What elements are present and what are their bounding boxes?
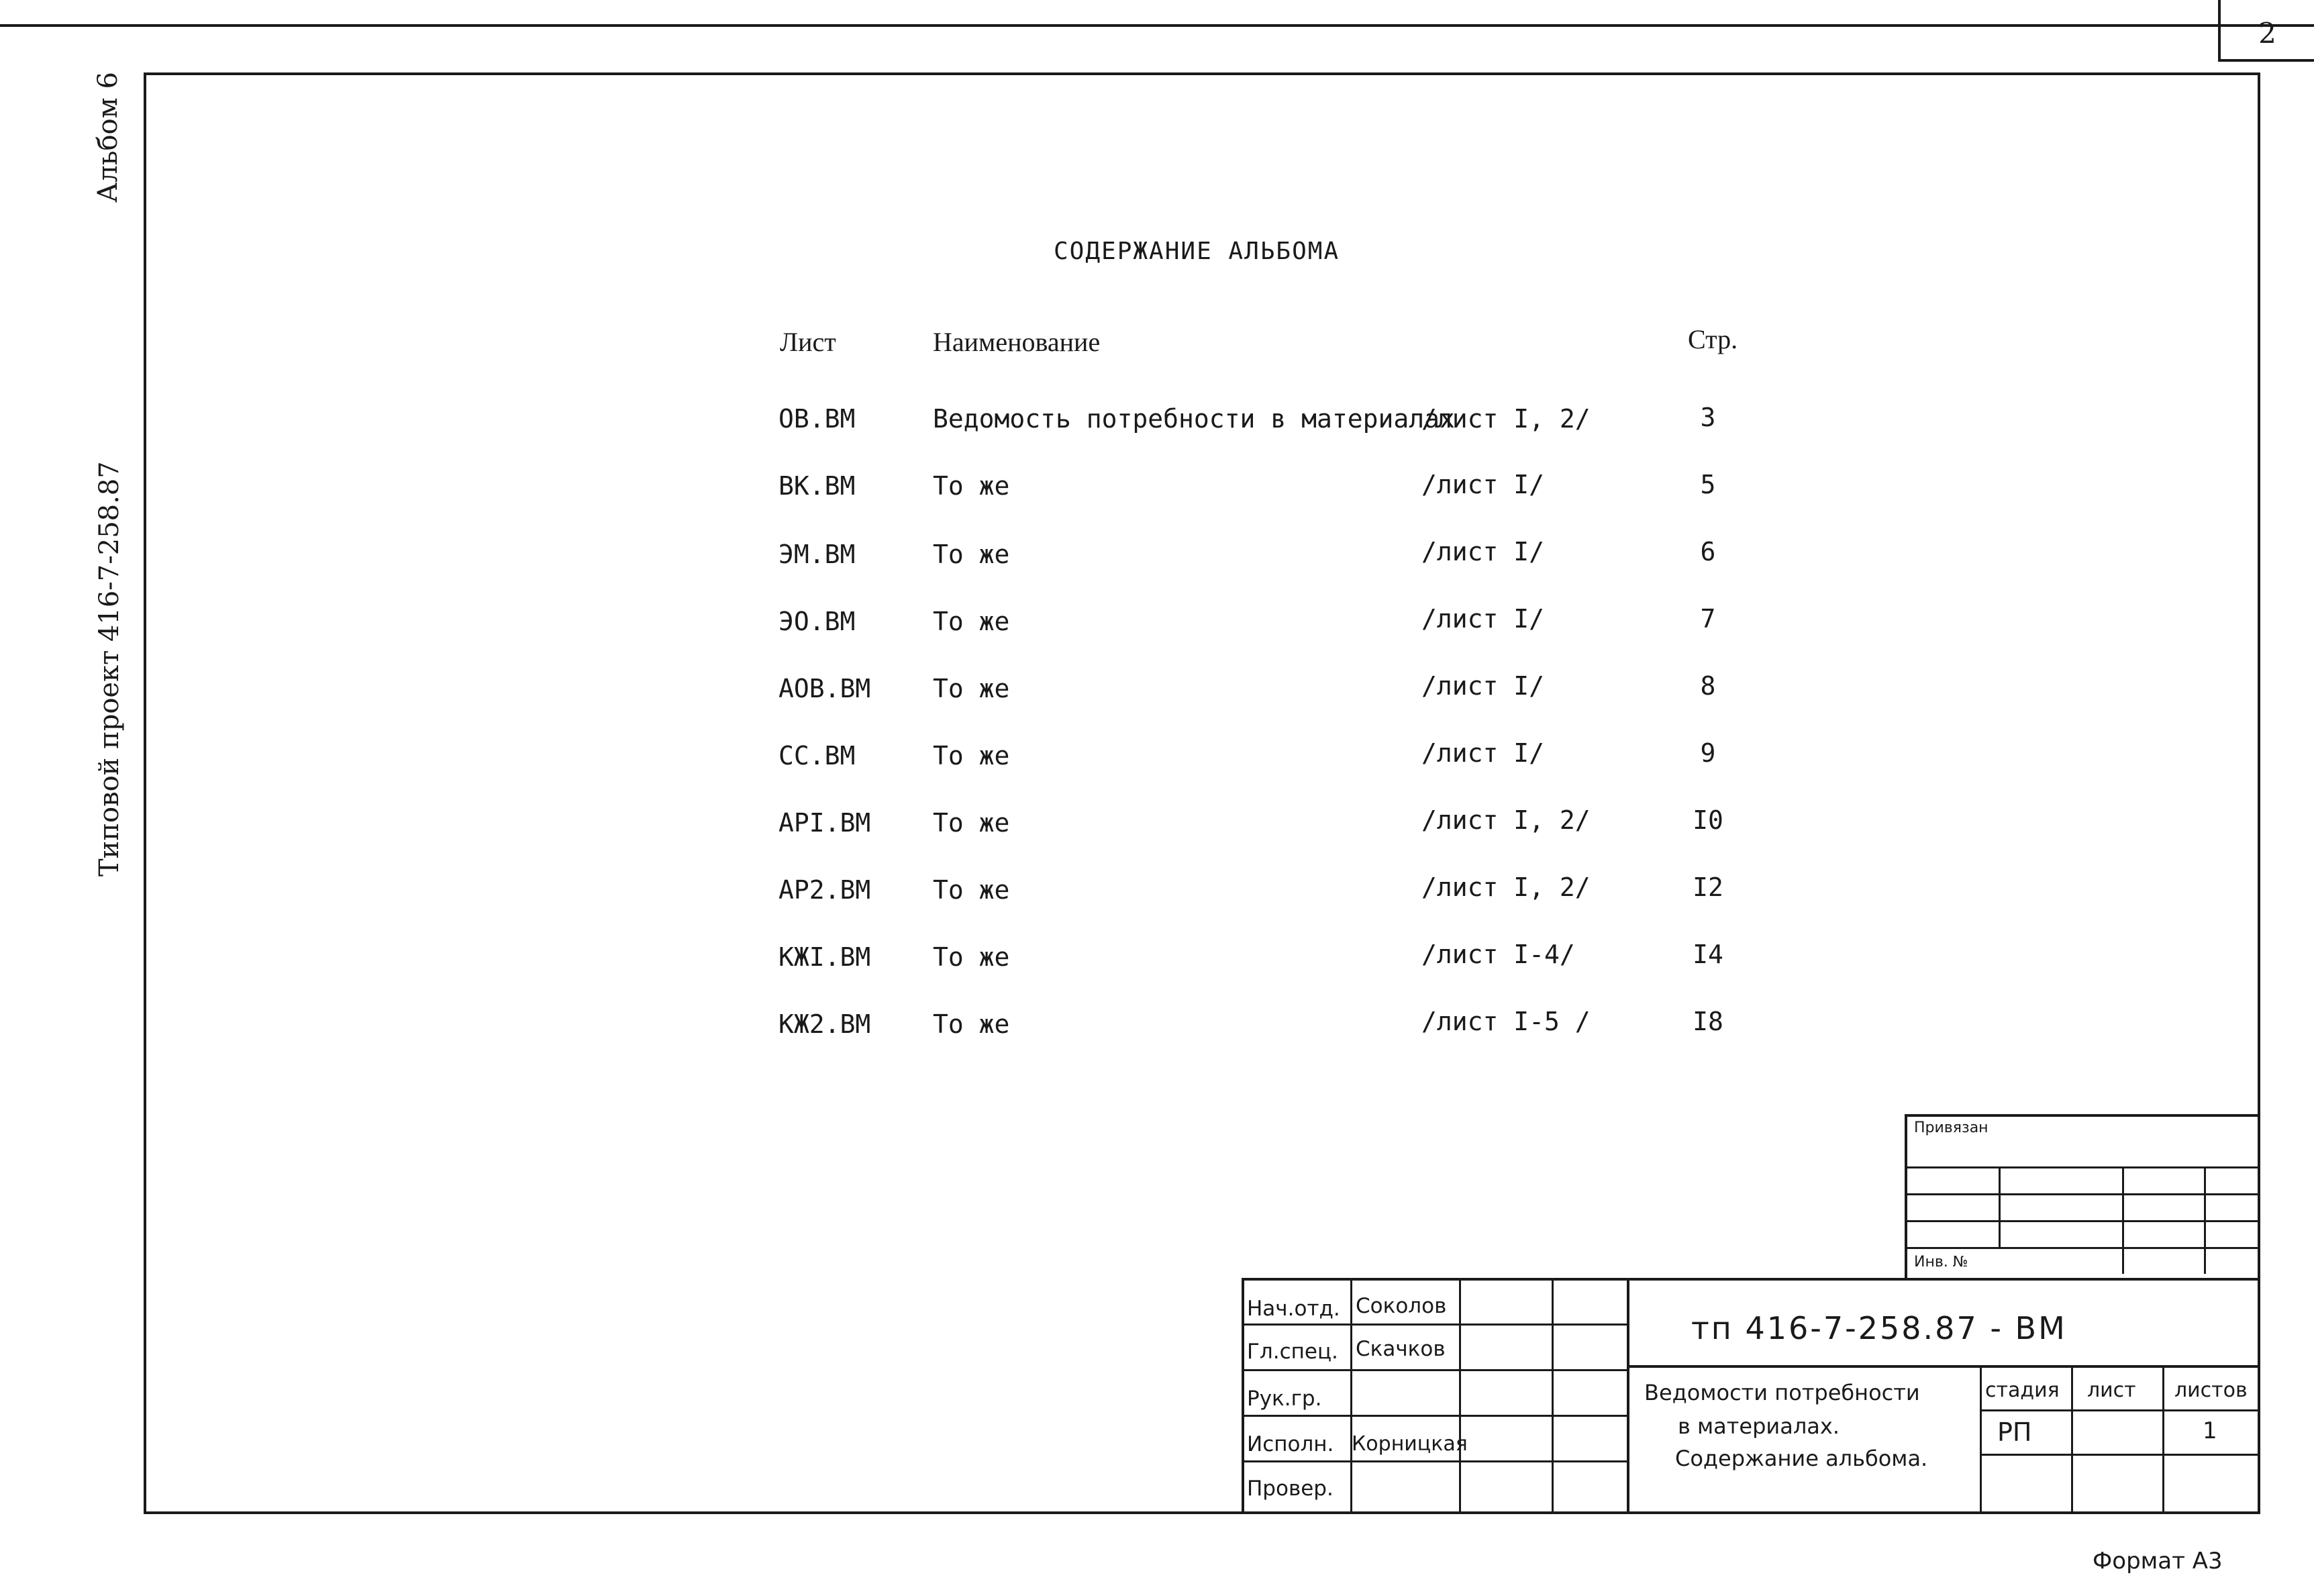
role-executor: Исполн. <box>1247 1432 1334 1456</box>
row-page: I8 <box>1693 1007 1723 1036</box>
attached-label: Привязан <box>1914 1119 1989 1136</box>
row-page: 7 <box>1700 604 1716 634</box>
name-head-dept: Соколов <box>1356 1294 1447 1318</box>
role-checker: Провер. <box>1247 1477 1334 1501</box>
row-name: То же <box>933 875 1010 905</box>
row-name: То же <box>933 607 1010 636</box>
row-sheets: /лист I/ <box>1421 671 1545 701</box>
role-head-dept: Нач.отд. <box>1247 1297 1340 1321</box>
row-code: АОВ.ВМ <box>778 674 871 703</box>
role-group-lead: Рук.гр. <box>1247 1387 1322 1411</box>
header-name: Наименование <box>933 327 1101 357</box>
row-page: I0 <box>1693 805 1723 835</box>
row-code: ЭМ.ВМ <box>778 540 856 569</box>
row-sheets: /лист I, 2/ <box>1421 404 1591 434</box>
sheet-header: лист <box>2087 1379 2136 1402</box>
row-sheets: /лист I, 2/ <box>1421 872 1591 902</box>
row-code: ОВ.ВМ <box>778 404 856 434</box>
row-sheets: /лист I-5 / <box>1421 1007 1591 1036</box>
row-sheets: /лист I/ <box>1421 604 1545 634</box>
album-label: Альбом 6 <box>93 72 123 203</box>
row-name: То же <box>933 1009 1010 1039</box>
drawing-frame <box>144 72 2260 1514</box>
doc-title-line-1: Ведомости потребности <box>1644 1380 1920 1405</box>
stage-value: РП <box>1997 1417 2032 1447</box>
doc-title-line-3: Содержание альбома. <box>1675 1446 1928 1471</box>
row-page: 6 <box>1700 537 1716 566</box>
inv-number-label: Инв. № <box>1914 1254 1968 1270</box>
row-name: То же <box>933 808 1010 838</box>
row-code: АР2.ВМ <box>778 875 871 905</box>
row-name: То же <box>933 942 1010 972</box>
sheet-number-box <box>2218 0 2314 62</box>
row-sheets: /лист I/ <box>1421 738 1545 768</box>
row-page: I2 <box>1693 872 1723 902</box>
row-code: ЭО.ВМ <box>778 607 856 636</box>
stage-header: стадия <box>1985 1379 2060 1402</box>
page-title: СОДЕРЖАНИЕ АЛЬБОМА <box>1054 238 1340 265</box>
paper-format: Формат А3 <box>2093 1548 2223 1575</box>
row-name: То же <box>933 674 1010 703</box>
row-name: То же <box>933 540 1010 569</box>
row-page: 3 <box>1700 403 1716 432</box>
row-page: 9 <box>1700 738 1716 768</box>
document-designation: тп 416-7-258.87 - ВМ <box>1691 1310 2067 1346</box>
name-executor: Корницкая <box>1352 1432 1468 1456</box>
row-code: КЖ2.ВМ <box>778 1009 871 1039</box>
sheet-number: 2 <box>2258 16 2276 50</box>
sheets-header: листов <box>2174 1379 2248 1402</box>
row-page: I4 <box>1693 940 1723 969</box>
row-code: ВК.ВМ <box>778 471 856 501</box>
row-sheets: /лист I, 2/ <box>1421 805 1591 835</box>
row-name: То же <box>933 471 1010 501</box>
row-sheets: /лист I-4/ <box>1421 940 1575 969</box>
role-chief-spec: Гл.спец. <box>1247 1340 1338 1364</box>
sheet-top-edge <box>0 0 2314 27</box>
row-code: СС.ВМ <box>778 741 856 770</box>
header-sheet: Лист <box>780 327 836 357</box>
row-code: АРI.ВМ <box>778 808 871 838</box>
row-sheets: /лист I/ <box>1421 537 1545 566</box>
row-sheets: /лист I/ <box>1421 470 1545 499</box>
sheets-value: 1 <box>2203 1417 2217 1444</box>
name-chief-spec: Скачков <box>1356 1337 1446 1361</box>
row-page: 5 <box>1700 470 1716 499</box>
row-name: То же <box>933 741 1010 770</box>
project-label: Типовой проект 416-7-258.87 <box>94 461 125 877</box>
doc-title-line-2: в материалах. <box>1678 1413 1840 1439</box>
row-name: Ведомость потребности в материалах <box>933 404 1455 434</box>
row-page: 8 <box>1700 671 1716 701</box>
row-code: КЖI.ВМ <box>778 942 871 972</box>
header-page: Стр. <box>1688 324 1738 354</box>
